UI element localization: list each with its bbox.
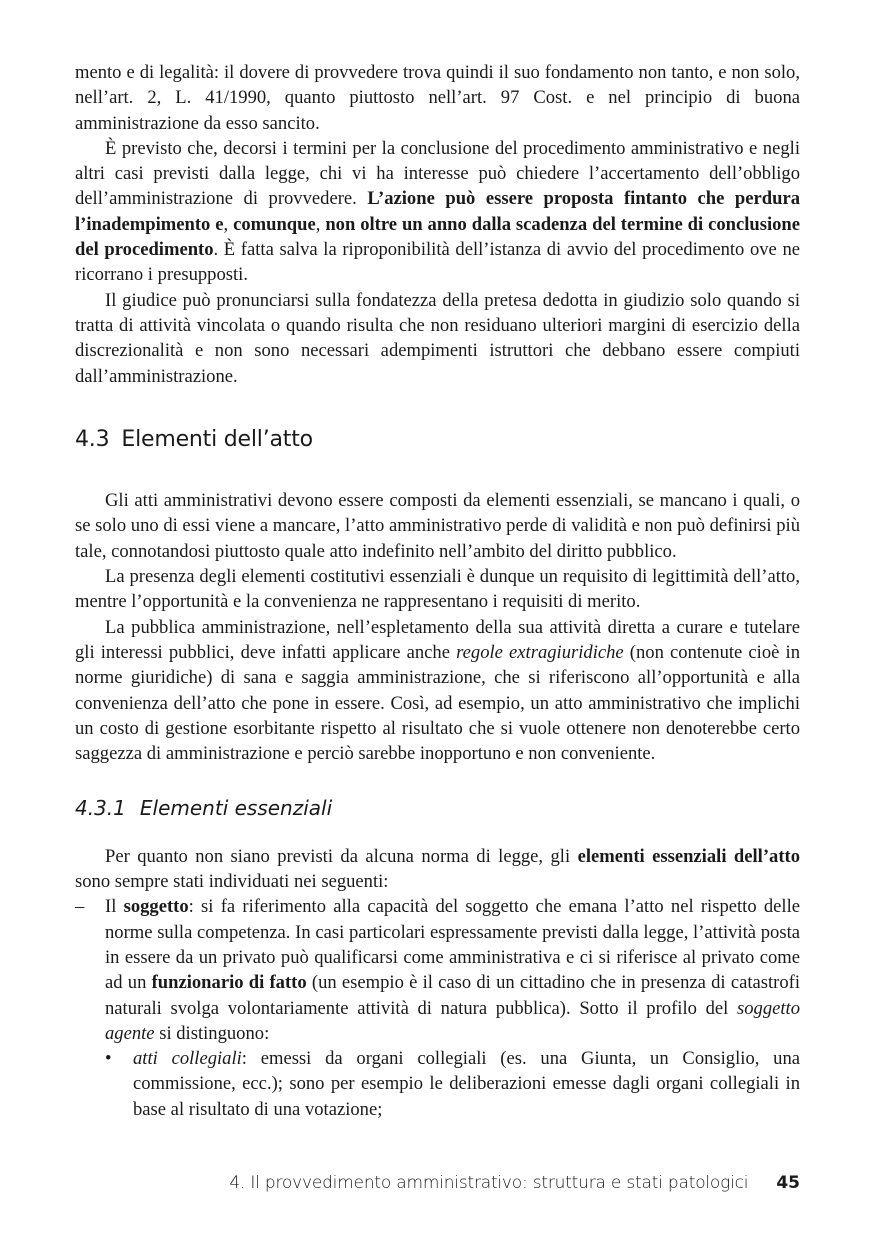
paragraph-elementi-list-intro: Per quanto non siano previsti da alcuna norma di legge, gli elementi essenziali dell’atto sono sempre stati individuati nei seguenti: [75,845,801,893]
page-body [75,60,800,1122]
paragraph-continued: mento e di legalità: il dovere di provvedere trova quindi il suo fondamento non tanto, e non solo, nell’art. 2, L. 41/1990, quanto piuttosto nell’art. 97 Cost. e nel principio di buona amministrazione da esso sancito. [75,62,800,134]
italic-text: soggetto agente [105,997,800,1044]
page-footer [75,1173,800,1193]
italic-text: atti collegiali [133,1048,242,1070]
italic-text: regole extragiuridiche [456,641,624,663]
paragraph-elementi-essenziali-intro: Gli atti amministrativi devono essere composti da elementi essenziali, se mancano i quali, o se solo uno di essi viene a mancare, l’atto amministrativo perde di validità e non può definirsi più tale, connotandosi piuttosto quale atto indefinito nell’ambito del diritto pubblico. [75,490,800,562]
bold-text: elementi essenziali dell’atto [577,845,801,867]
subsection-title: Elementi essenziali [139,796,333,821]
section-title: Elementi dell’atto [121,426,313,452]
bold-text: funzionario di fatto [151,972,307,994]
bullet-item-text: atti collegiali: emessi da organi collegiali (es. una Giunta, un Consiglio, una commissione, ecc.); sono per esempio le deliberazioni emesse dagli organi collegiali in base al risultato di una votazione; [133,1048,800,1120]
bold-text: soggetto [123,896,189,918]
running-footer-chapter: 4. Il provvedimento amministrativo: struttura e stati patologici [229,1173,749,1193]
paragraph-regole-extragiuridiche: La pubblica amministrazione, nell’espletamento della sua attività diretta a curare e tutelare gli interessi pubblici, deve infatti applicare anche regole extragiuridiche (non contenute cioè in norme giuridiche) di sana e saggia amministrazione, che si riferiscono all’opportunità e alla convenienza dell’atto che pone in essere. Così, ad esempio, un atto amministrativo che implichi un costo di gestione esorbitante rispetto al risultato che si vuole ottenere non denoterebbe certo saggezza di amministrazione e perciò sarebbe inopportuno e non conveniente. [75,616,800,765]
paragraph-legittimita: La presenza degli elementi costitutivi essenziali è dunque un requisito di legittimità dell’atto, mentre l’opportunità e la convenienza ne rappresentano i requisiti di merito. [75,566,800,613]
bullet-item-atti-collegiali [75,1046,800,1122]
section-number: 4.3 [75,426,110,452]
list-item-soggetto [75,894,800,1046]
paragraph-giudice: Il giudice può pronunciarsi sulla fondatezza della pretesa dedotta in giudizio solo quando si tratta di attività vincolata o quando risulta che non residuano ulteriori margini di esercizio della discrezionalità e non sono necessari adempimenti istruttori che debbano essere compiuti dall’amministrazione. [75,289,800,387]
paragraph-azione-accertamento: È previsto che, decorsi i termini per la conclusione del procedimento amministrativo e negli altri casi previsti dalla legge, chi vi ha interesse può chiedere l’accertamento dell’obbligo dell’amministrazione di provvedere. L’azione può essere proposta fintanto che perdura l’inadempimento e, comunque, non oltre un anno dalla scadenza del termine di conclusione del procedimento. È fatta salva la riproponibilità dell’istanza di avvio del procedimento ove ne ricorrano i presupposti. [75,137,801,286]
subsection-heading [75,796,800,821]
dash-marker: – [75,896,85,918]
page-number: 45 [776,1173,800,1193]
bullet-marker: • [105,1048,112,1070]
bold-text: non oltre un anno dalla scadenza del termine di conclusione del procedimento [75,213,801,261]
subsection-number: 4.3.1 [75,796,126,821]
bold-text: comunque [233,213,316,235]
bold-text: L’azione può essere proposta fintanto che perdura l’inadempimento e [75,188,800,235]
section-heading [75,427,800,452]
list-item-text: Il soggetto: si fa riferimento alla capacità del soggetto che emana l’atto nel rispetto delle norme sulla competenza. In casi particolari espressamente previsti dalla legge, l’attività posta in essere da un privato può qualificarsi come amministrativa e ci si riferisce al privato come ad un funzionario di fatto (un esempio è il caso di un cittadino che in presenza di catastrofi naturali svolga volontariamente attività di natura pubblica). Sotto il profilo del soggetto agente si distinguono: [105,896,800,1044]
